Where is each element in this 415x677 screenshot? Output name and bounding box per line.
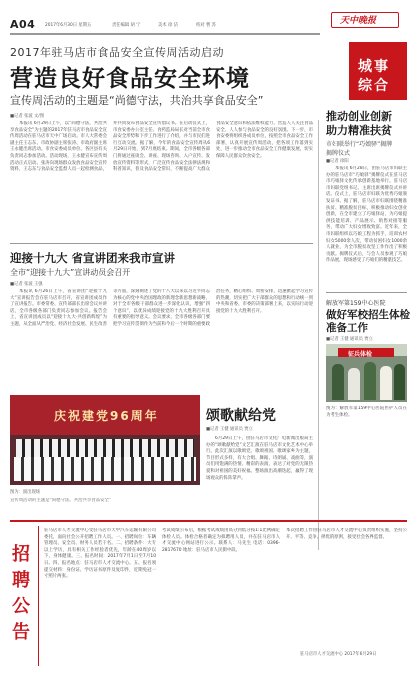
ad-text-b: 考试成绩公布后，根据考试成绩由高分到低分按1:1比例确定体检人员。体检合格者确定为拟聘用人员，并在驻马店市人才交流中心网站进行公示。联系人：马先生 电话：0396-2817670 地址：驻马店市人民街中段。 xyxy=(162,528,280,553)
photo-story-headline-1: 解放军第159中心医院 xyxy=(326,300,386,307)
ad-text-c: 本次招聘工作由驻马店市人才交流中心负责组织实施，坚持公开、平等、竞争、择优的原则，接受社会各界监督。 xyxy=(286,528,407,540)
feature-body: 本报讯 6月26日上午，省宣讲团“迎接十九大”宣讲报告会在驻马店市召开，省宣讲团成员作了宣讲报告。市委常委、宣传部部长出席会议并讲话，全市各级各部门负责同志参加会议。报告会上，省宣讲团成员以“迎接十九大·共创新辉煌”为主题，从全面从严治党、经济社会发展、民生改善等方面，深刻阐述了党的十八大以来以习近平同志为核心的党中央治国理政的新理念新思想新战略，对于全市各级干部群众进一步深化认识，增强“四个意识”，以优异成绩迎接党的十九大胜利召开具有重要的指导意义。会议要求，全市各级各部门要把学习宣传贯彻作为当前和今后一个时期的重要政治任务，精心组织、周密安排，迅速掀起学习宣传的热潮，切实把广大干部群众的思想和行动统一到中央和省委、市委的决策部署上来，以实际行动迎接党的十九大胜利召开。 xyxy=(10,289,313,327)
feature-deck: 全市“迎接十九大”宣讲动员会召开 xyxy=(10,268,131,277)
concert-photo xyxy=(10,395,200,485)
main-story-kicker: 2017年驻马店市食品安全宣传周活动启动 xyxy=(10,46,224,59)
issue-date: 2017年6月30日 星期五 xyxy=(45,23,92,28)
feature-headline: 迎接十九大 省宣讲团来我市宣讲 xyxy=(10,251,176,265)
ad-title-char-4: 告 xyxy=(12,622,30,643)
main-story-headline: 营造良好食品安全环境 xyxy=(10,66,250,92)
header-rule xyxy=(10,33,320,35)
sidebar-byline: ■记者 徐阳 xyxy=(326,159,349,164)
sidebar-headline-2: 助力精准扶贫 xyxy=(326,124,392,137)
ad-top-rule xyxy=(10,520,407,522)
culture-caption: 图为：演出现场 xyxy=(10,490,41,495)
figure-5 xyxy=(394,364,405,400)
culture-body-continued: 宣传周活动的主题是“尚德守法，共治共享食品安全” xyxy=(10,498,112,503)
ad-text-a: 驻马店市人才交流中心受驻马店市天中汽车运输有限公司委托，面向社会公开招聘工作人员。一、招聘岗位：车辆管理员、安全员、财务人员若干名。二、招聘条件：大专以上学历，具有相关工作经验者优先，年龄在40周岁以下，身体健康。三、报名时间：2017年7月1日至7月10日。四、报名地点：驻马店市人才交流中心。五、报名须提交材料：身份证、学历证书原件及复印件，近期免冠一寸照片两张。 xyxy=(44,528,156,580)
main-story-body: 本报讯 6月29日上午，以“尚德守法，共治共享食品安全”为主题的2017年驻马店市食品安全宣传周活动在驻马店市天中广场启动。市人大常委会副主任王志东、市政协副主席张涛、市政府副主席王永健出席活动。市食安委成员单位、各区县有关负责同志参加活动。活动现场，王永健宣布宣传周活动正式启动。张涛向现场群众发放食品安全宣传资料，王志东与食品安全监督人员一起检测食品，并共同发布食品安全宣传倡议书。在启动仪式上，市食安委办公室主任、食药监局局长对当前全市食品安全形势和下步工作进行了介绍，并与市民们进行互动交流。据了解，今年的食品安全宣传周从6月29日开始，到7月底结束。期间，全市各级各部门将通过座谈会、讲座、现场咨询、入户宣传、发放宣传资料等形式，广泛宣传食品安全法律法规和科普知识，普及食品安全常识，不断提高广大群众食品安全意识和依法维权能力，营造人人关注食品安全、人人参与食品安全的良好氛围。下一步，市食安委将组织各成员单位，按照全市食品安全工作部署，认真开展宣传周活动，把各项工作落到实处，进一步推动全市食品安全工作健康发展，切实保障人民群众饮食安全。 xyxy=(10,121,313,173)
figure-4 xyxy=(380,366,392,400)
main-story-deck: 宣传周活动的主题是“尚德守法，共治共享食品安全” xyxy=(10,94,264,107)
culture-body: 6月29日上午，由驻马店市文化广电新闻出版局主办的“颂歌献给党”文艺汇演在驻马店市文化艺术中心举行。此次汇演以歌颂党、歌颂祖国、歌颂家乡为主题，节目形式多样，有大合唱、舞蹈、诗朗诵、戏曲等，演员们用饱满的热情、精彩的表演，表达了对党的无限热爱和对祖国的美好祝福。整场演出高潮迭起，赢得了现场观众的阵阵掌声。 xyxy=(206,436,313,481)
choir-row-1 xyxy=(16,439,194,457)
section-line-2: 综合 xyxy=(358,78,390,94)
proofreader-credit: 校对 曹 苏 xyxy=(196,23,216,28)
photo-story-headline-2: 做好军校招生体检 xyxy=(326,309,410,321)
page-number: A04 xyxy=(10,18,36,31)
photo-story-headline-3: 准备工作 xyxy=(326,322,368,334)
column-divider xyxy=(318,120,319,550)
ad-title-char-3: 公 xyxy=(12,596,30,617)
figure-2 xyxy=(348,368,360,400)
photo-banner-text: 征兵体检 xyxy=(348,351,373,358)
feature-top-rule xyxy=(10,243,313,244)
feature-byline: ■记者 张波 王强 xyxy=(10,282,43,287)
section-line-1: 城事 xyxy=(358,59,390,75)
sidebar-deck-1: 市妇联举行“巧娘驿”揭牌 xyxy=(326,141,393,148)
ad-footer: 驻马店市人才交流中心 2017年6月29日 xyxy=(300,652,377,657)
main-story-byline: ■记者 张波 文/图 xyxy=(10,114,45,119)
sidebar-body: 本报讯 6月28日，由驻马店市妇联主办的驻马店市“巧娘驿”揭牌仪式在驻马店市巧娘驿文化传承创新基地举行。驻马店市妇联党组书记、主席出席揭牌仪式并讲话。仪式上，驻马店市妇联为优秀巧娘颁发证书。据了解，驻马店市妇联围绕精准扶贫、精准脱贫目标，积极推动妇女创业创新，在全市建立了巧娘驿站，为巧娘提供技能培训、产品展示、销售对接等服务，带动广大妇女增收致富。近年来，全市妇联组织以巧娘工程为抓手，培训农村妇女5000余人次，带动贫困妇女1000余人就业，为全市脱贫攻坚工作作出了积极贡献。揭牌仪式后，与会人员参观了巧娘作品展，现场感受了巧娘们的精湛技艺。 xyxy=(326,166,407,264)
photo-story-caption: 图为：解放军第159中心医院医护人员在为考生体检。 xyxy=(326,406,407,418)
culture-headline: 颂歌献给党 xyxy=(206,408,276,424)
photo-story-byline: ■记者 王健 通讯员 贾立 xyxy=(326,337,373,342)
editor-credit: 责任编辑 胡 宁 xyxy=(112,23,141,28)
ad-divider xyxy=(38,526,39,666)
stage-banner-text: 庆祝建党96周年 xyxy=(54,409,159,423)
photo-story-top-rule xyxy=(326,292,407,293)
sidebar-headline-1: 推动创业创新 xyxy=(326,110,392,123)
figure-1 xyxy=(332,364,344,400)
ad-title-char-2: 聘 xyxy=(12,570,30,591)
sidebar-deck-2: 揭牌仪式 xyxy=(326,150,351,157)
paper-logo-text: 天中晚报 xyxy=(340,16,377,26)
choir-row-2 xyxy=(14,457,196,481)
figure-3 xyxy=(364,362,376,400)
culture-byline: ■记者 王健 通讯员 贾立 xyxy=(206,427,253,432)
military-hospital-photo xyxy=(326,344,407,402)
ad-title-char-1: 招 xyxy=(12,544,30,565)
designer-credit: 美术 徐 洁 xyxy=(158,23,178,28)
